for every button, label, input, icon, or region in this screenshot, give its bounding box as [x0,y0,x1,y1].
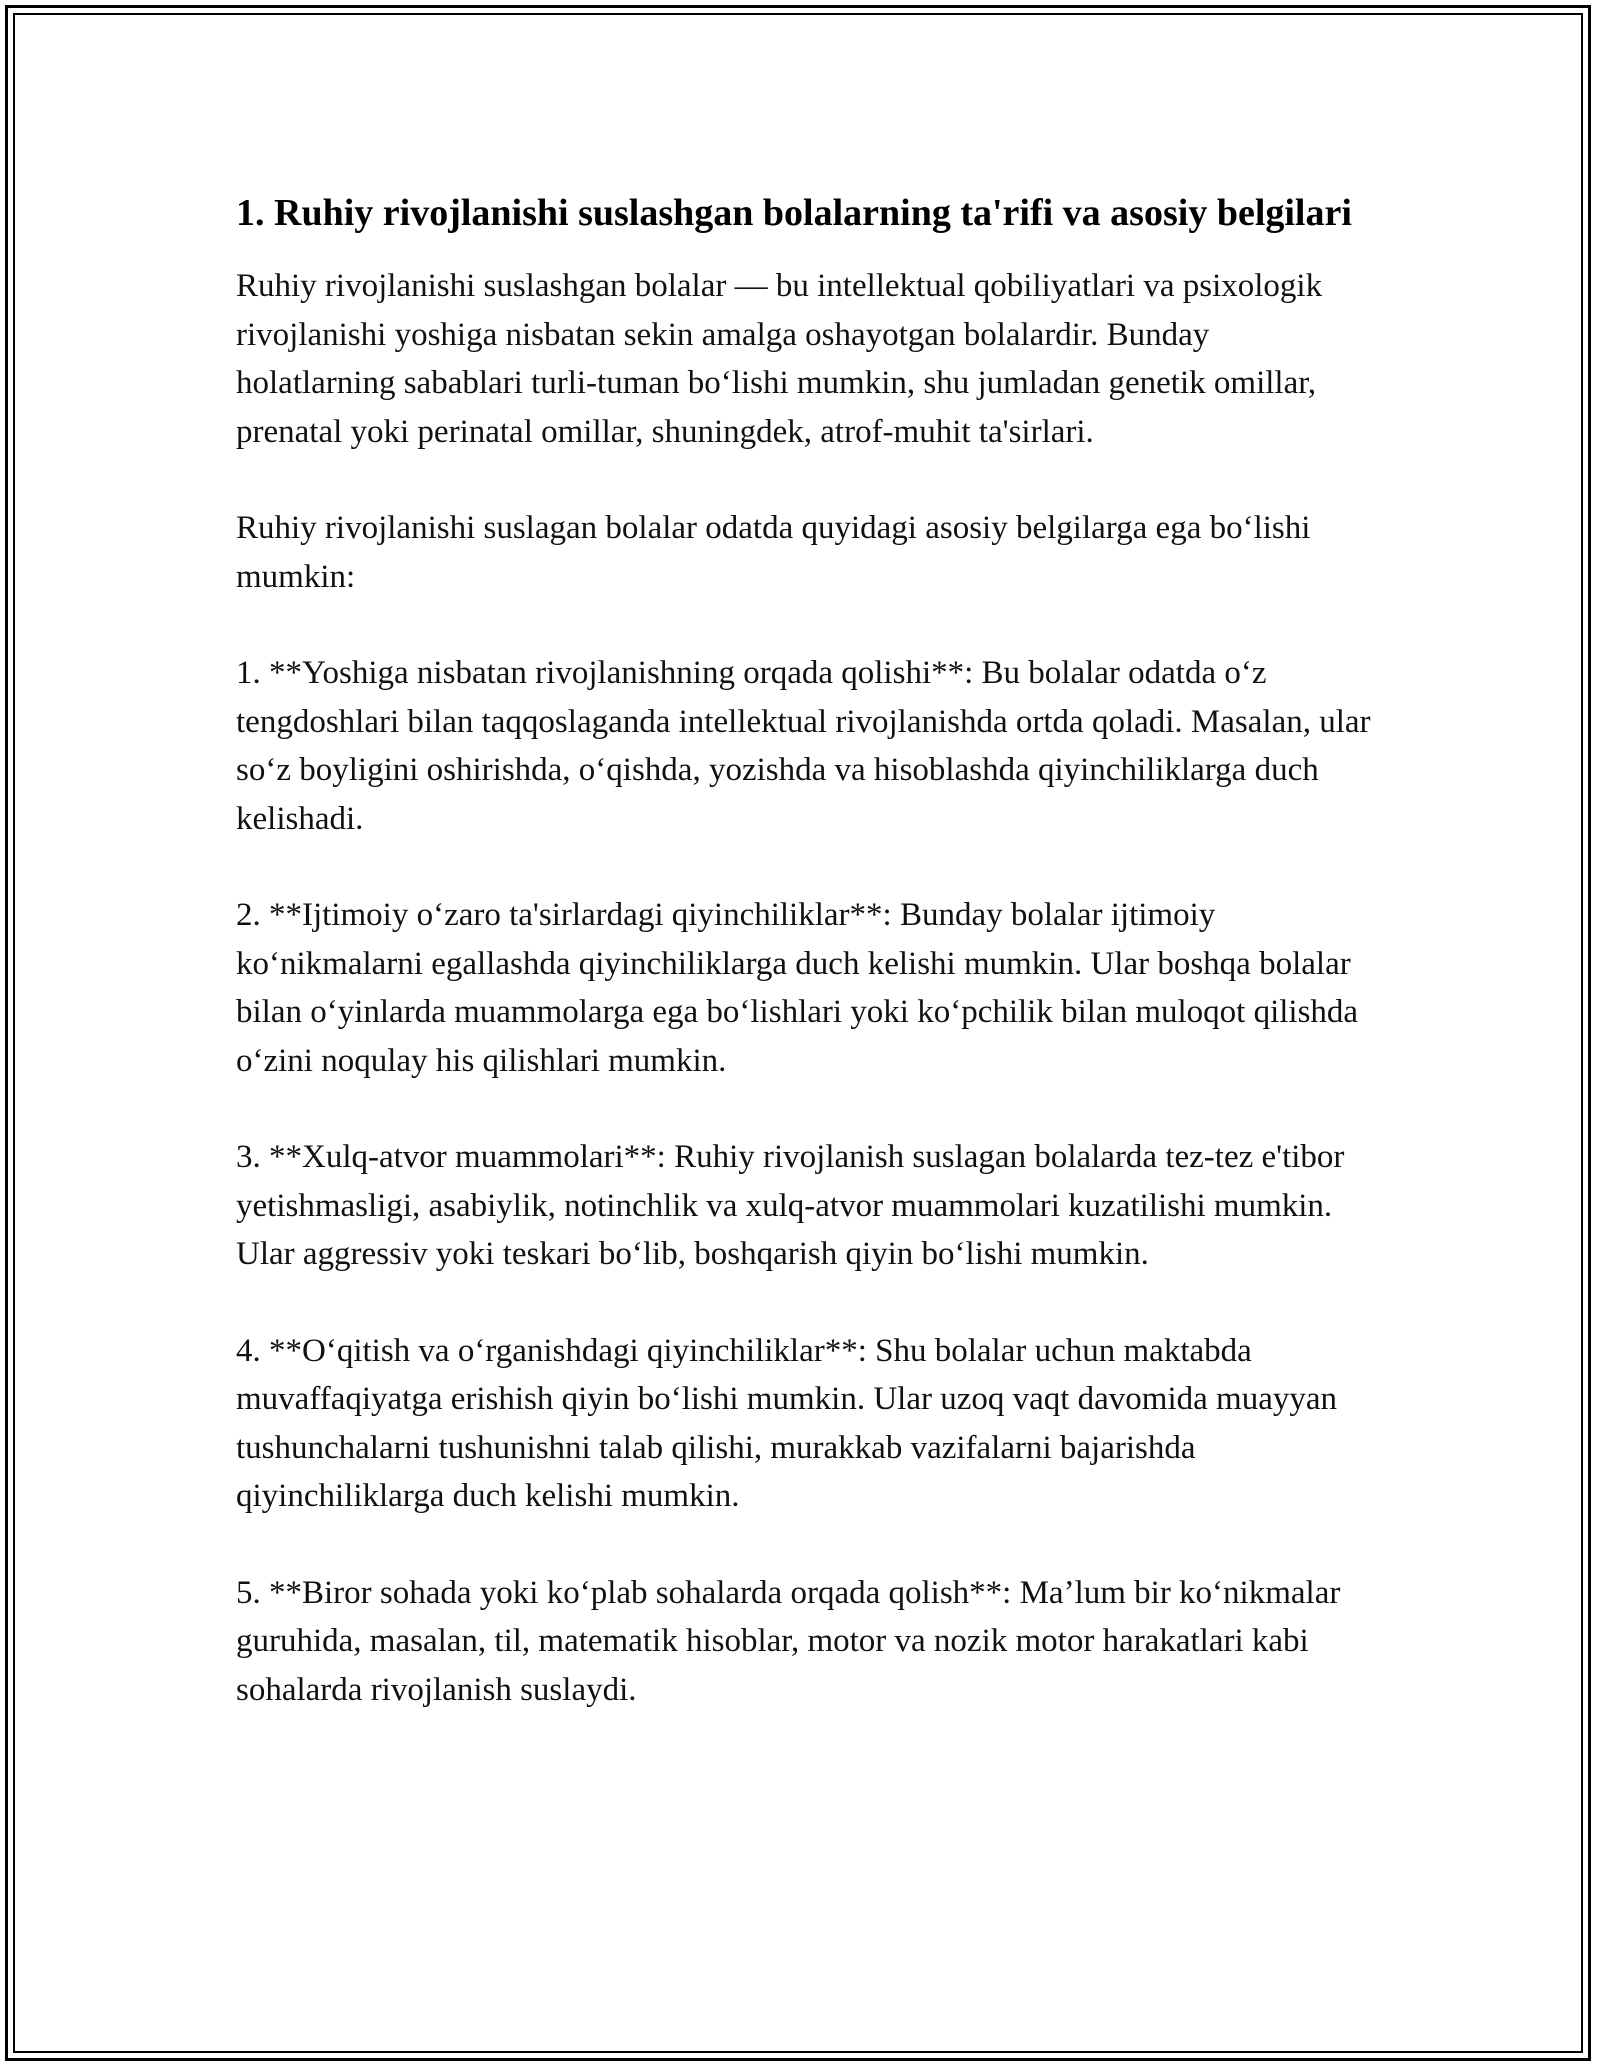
sign-item-3: 3. **Xulq-atvor muammolari**: Ruhiy rivojlanish suslagan bolalarda tez-tez e'tibor yetishmasligi, asabiylik, notinchlik va xulq-atvor muammolari kuzatilishi mumkin. Ular aggressiv yoki teskari boʻlib, boshqarish qiyin boʻlishi mumkin. [236,1139,1345,1272]
document-body [236,186,1376,1762]
sign-item-2: 2. **Ijtimoiy oʻzaro ta'sirlardagi qiyinchiliklar**: Bunday bolalar ijtimoiy koʻnikmalarni egallashda qiyinchiliklarga duch kelishi mumkin. Ular boshqa bolalar bilan oʻyinlarda muammolarga ega boʻlishlari yoki koʻpchilik bilan muloqot qilishda oʻzini noqulay his qilishlari mumkin. [236,897,1359,1079]
section-heading: 1. Ruhiy rivojlanishi suslashgan bolalarning ta'rifi va asosiy belgilari [236,192,1352,234]
signs-intro-paragraph: Ruhiy rivojlanishi suslagan bolalar odatda quyidagi asosiy belgilarga ega boʻlishi mumkin: [236,510,1311,595]
sign-item-1: 1. **Yoshiga nisbatan rivojlanishning orqada qolishi**: Bu bolalar odatda oʻz tengdoshlari bilan taqqoslaganda intellektual rivojlanishda ortda qoladi. Masalan, ular soʻz boyligini oshirishda, oʻqishda, yozishda va hisoblashda qiyinchiliklarga duch kelishadi. [236,655,1371,837]
intro-paragraph: Ruhiy rivojlanishi suslashgan bolalar — bu intellektual qobiliyatlari va psixologik rivojlanishi yoshiga nisbatan sekin amalga oshayotgan bolalardir. Bunday holatlarning sabablari turli-tuman boʻlishi mumkin, shu jumladan genetik omillar, prenatal yoki perinatal omillar, shuningdek, atrof-muhit ta'sirlari. [236,268,1323,450]
sign-item-4: 4. **Oʻqitish va oʻrganishdagi qiyinchiliklar**: Shu bolalar uchun maktabda muvaffaqiyatga erishish qiyin boʻlishi mumkin. Ular uzoq vaqt davomida muayyan tushunchalarni tushunishni talab qilishi, murakkab vazifalarni bajarishda qiyinchiliklarga duch kelishi mumkin. [236,1332,1338,1514]
sign-item-5: 5. **Biror sohada yoki koʻplab sohalarda orqada qolish**: Maʼlum bir koʻnikmalar guruhida, masalan, til, matematik hisoblar, motor va nozik motor harakatlari kabi sohalarda rivojlanish suslaydi. [236,1574,1341,1708]
